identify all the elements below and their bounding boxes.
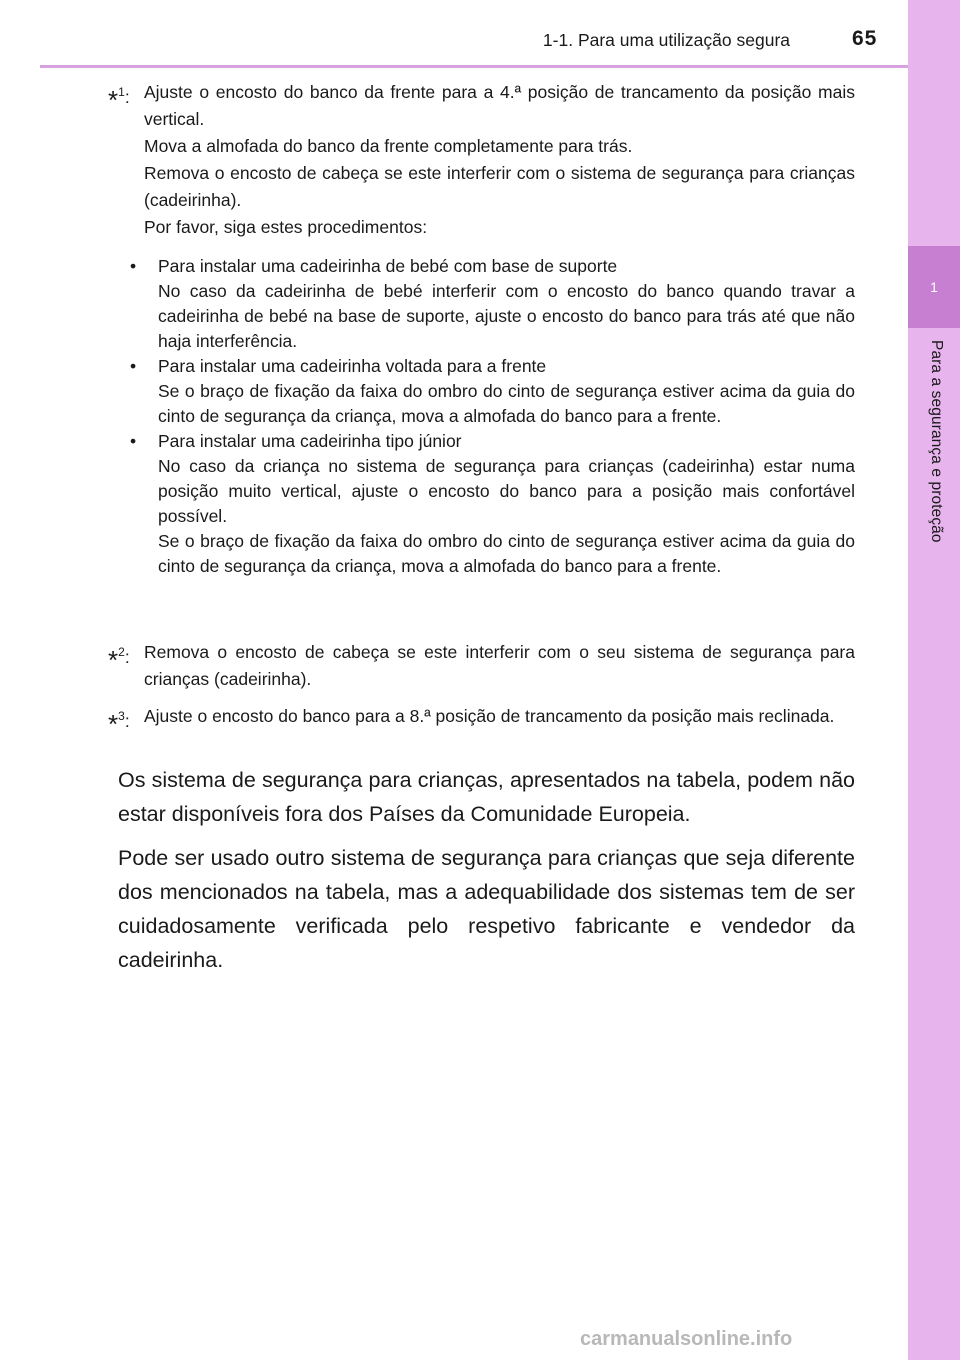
procedure-list	[130, 254, 855, 579]
footnote-marker: *$^1$:	[108, 85, 130, 115]
footnote-line: Por favor, siga estes procedimentos:	[144, 217, 428, 237]
list-item	[130, 254, 855, 354]
page-number: 65	[852, 27, 878, 50]
footnote-3	[108, 703, 855, 739]
footnote-line: Mova a almofada do banco da frente completamente para trás.	[144, 136, 633, 156]
bullet-icon: •	[130, 431, 137, 451]
paragraph: Pode ser usado outro sistema de segurança para crianças que seja diferente dos mencionados na tabela, mas a adequabilidade dos sistemas tem de ser cuidadosamente verificada pelo respetivo fabricante e vendedor da cadeirinha.	[118, 846, 855, 972]
bullet-icon: •	[130, 256, 137, 276]
watermark: carmanualsonline.info	[580, 1328, 793, 1350]
section-title: 1-1. Para uma utilização segura	[542, 30, 790, 50]
chapter-title-vertical: Para a segurança e proteção	[928, 340, 945, 543]
list-item-title: Para instalar uma cadeirinha tipo júnior	[158, 431, 462, 451]
side-tab-strip	[908, 0, 960, 1360]
footnote-line: Ajuste o encosto do banco para a 8.ª posição de trancamento da posição mais reclinada.	[144, 706, 835, 726]
list-item-title: Para instalar uma cadeirinha voltada para a frente	[158, 356, 547, 376]
footnote-line: Ajuste o encosto do banco da frente para a 4.ª posição de trancamento da posição mais vertical.	[144, 82, 855, 129]
list-item	[130, 429, 855, 579]
list-item-detail: No caso da criança no sistema de segurança para crianças (cadeirinha) estar numa posição muito vertical, ajuste o encosto do banco para a posição mais confortável possível.	[158, 456, 855, 526]
footnote-line: Remova o encosto de cabeça se este interferir com o sistema de segurança para crianças (cadeirinha).	[144, 163, 855, 210]
footnote-2	[108, 639, 855, 693]
footnote-marker: *$^2$:	[108, 645, 130, 675]
body-text	[118, 763, 855, 987]
header-rule	[40, 65, 908, 68]
footnote-marker: *$^3$:	[108, 709, 130, 739]
list-item-detail: No caso da cadeirinha de bebé interferir com o encosto do banco quando travar a cadeirinha de bebé na base de suporte, ajuste o encosto do banco para trás até que não haja interferência.	[158, 281, 855, 351]
bullet-icon: •	[130, 356, 137, 376]
paragraph: Os sistema de segurança para crianças, apresentados na tabela, podem não estar disponíveis fora dos Países da Comunidade Europeia.	[118, 768, 855, 826]
list-item	[130, 354, 855, 429]
list-item-title: Para instalar uma cadeirinha de bebé com base de suporte	[158, 256, 618, 276]
chapter-number-tab: 1	[908, 246, 960, 328]
footnote-1	[108, 79, 855, 241]
footnote-line: Remova o encosto de cabeça se este interferir com o seu sistema de segurança para crianças (cadeirinha).	[144, 642, 855, 689]
list-item-detail: Se o braço de fixação da faixa do ombro do cinto de segurança estiver acima da guia do cinto de segurança da criança, mova a almofada do banco para a frente.	[158, 531, 855, 576]
list-item-detail: Se o braço de fixação da faixa do ombro do cinto de segurança estiver acima da guia do cinto de segurança da criança, mova a almofada do banco para a frente.	[158, 381, 855, 426]
